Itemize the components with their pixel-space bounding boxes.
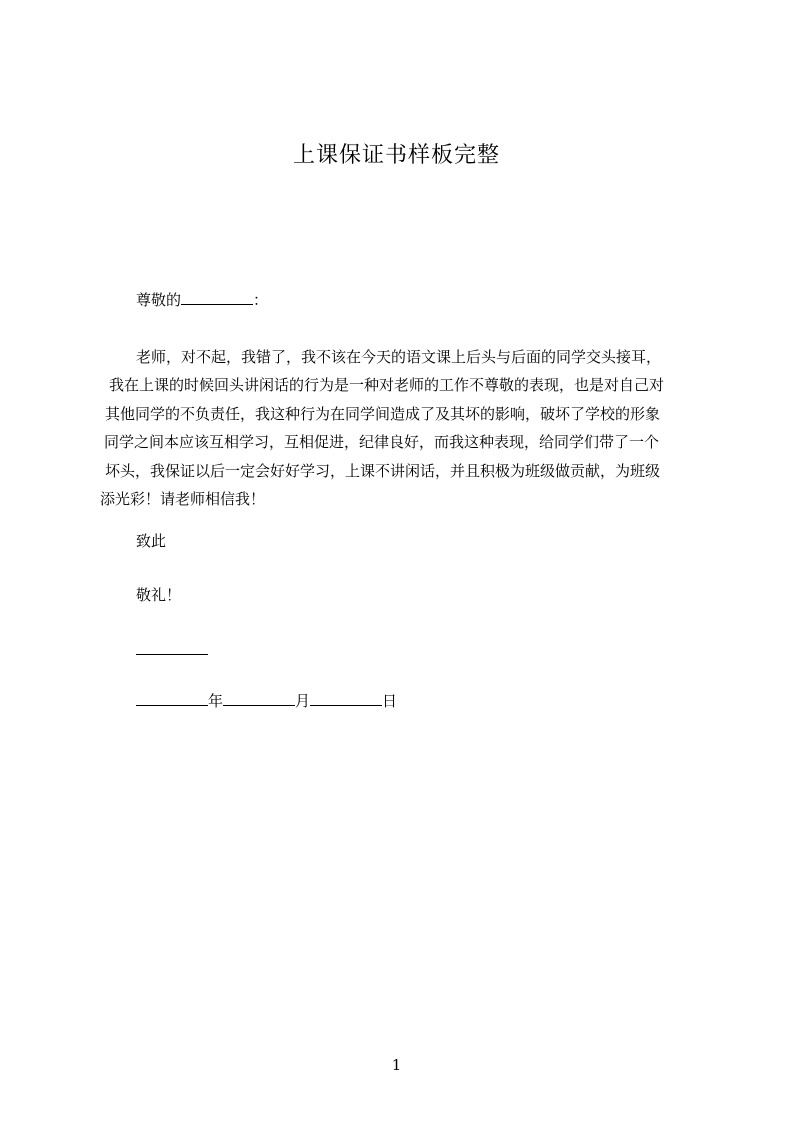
document-title: 上课保证书样板完整 xyxy=(292,143,500,168)
body-line-6: 添光彩！请老师相信我！ xyxy=(100,490,266,509)
signature-blank xyxy=(136,640,208,655)
date-line xyxy=(136,691,397,711)
day-blank xyxy=(310,691,382,706)
day-label: 日 xyxy=(382,692,398,710)
year-label: 年 xyxy=(208,692,224,710)
salutation-suffix: ： xyxy=(253,291,269,309)
month-blank xyxy=(223,691,295,706)
month-label: 月 xyxy=(295,692,311,710)
body-paragraph xyxy=(100,343,703,513)
body-line-3: 其他同学的不负责任，我这种行为在同学间造成了及其坏的影响，破坏了学校的形象 xyxy=(105,404,661,423)
body-line-2: 我在上课的时候回头讲闲话的行为是一种对老师的工作不尊敬的表现，也是对自己对 xyxy=(109,376,665,395)
signature-line xyxy=(136,640,208,660)
year-blank xyxy=(136,691,208,706)
page-number: 1 xyxy=(391,1056,402,1074)
body-line-4: 同学之间本应该互相学习，互相促进，纪律良好，而我这种表现，给同学们带了一个 xyxy=(104,433,660,452)
body-line-1: 老师，对不起，我错了，我不该在今天的语文课上后头与后面的同学交头接耳， xyxy=(136,348,662,366)
closing: 致此 xyxy=(136,532,167,550)
regards: 敬礼！ xyxy=(136,586,182,604)
recipient-blank xyxy=(181,290,253,305)
salutation-prefix: 尊敬的 xyxy=(136,291,182,309)
body-line-5: 坏头，我保证以后一定会好好学习，上课不讲闲话，并且积极为班级做贡献，为班级 xyxy=(105,461,661,480)
salutation xyxy=(136,290,268,310)
